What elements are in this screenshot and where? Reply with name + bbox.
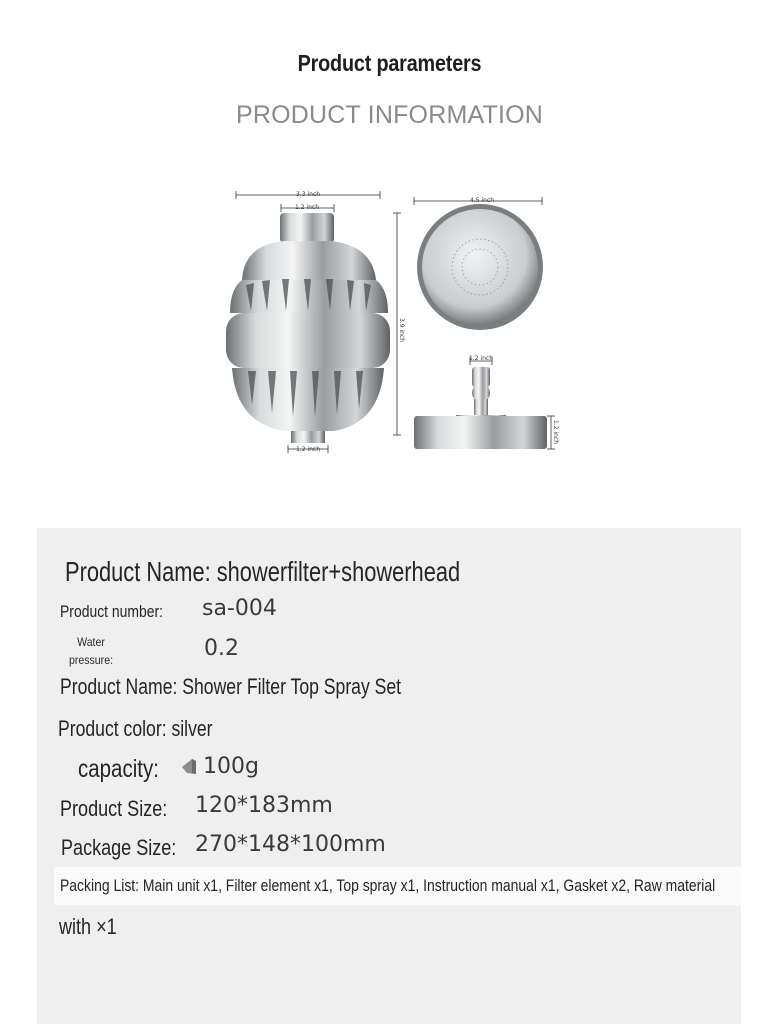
package-size-value: 270*148*100mm [195, 832, 386, 857]
capacity-label: capacity: [78, 755, 159, 783]
product-figure [224, 185, 564, 460]
water-pressure-label-line2: pressure: [68, 653, 114, 667]
product-parameters-panel [37, 528, 741, 1024]
capacity-value: 100g [203, 754, 259, 779]
product-name-heading: Product Name: showerfilter+showerhead [65, 556, 461, 587]
page-subtitle: PRODUCT INFORMATION [235, 101, 544, 129]
filter-outlet-label: 1.2 inch [295, 446, 321, 453]
water-pressure-label [65, 633, 118, 669]
shower-head-face [417, 204, 543, 330]
product-number-value: sa-004 [202, 596, 277, 621]
filter-height-label: 3.9 inch [398, 317, 405, 343]
water-pressure-value: 0.2 [204, 636, 239, 661]
water-pressure-label-line1: Water [77, 635, 105, 649]
packing-list-line1: Packing List: Main unit x1, Filter element x1, Top spray x1, Instruction manual x1, Gasket x2, Raw material [60, 876, 716, 895]
head-thickness-label: 1.2 inch [552, 419, 559, 445]
head-width-label: 4.5 inch [469, 197, 495, 204]
product-number-label: Product number: [60, 602, 164, 621]
shower-head-side [414, 367, 547, 449]
packing-list-line2: with ×1 [59, 914, 117, 939]
product-size-value: 120*183mm [195, 793, 333, 818]
product-size-label: Product Size: [60, 796, 168, 821]
head-connector-label: 1.2 inch [468, 355, 494, 362]
package-size-label: Package Size: [61, 835, 177, 860]
page-title: Product parameters [297, 50, 482, 76]
filter-width-label: 3.3 inch [295, 191, 321, 198]
filter-inlet-label: 1.2 inch [294, 204, 320, 211]
capacity-bullet-icon [179, 756, 199, 776]
shower-filter-body [226, 213, 390, 443]
product-name-line: Product Name: Shower Filter Top Spray Set [60, 674, 402, 699]
product-color-line: Product color: silver [58, 716, 213, 741]
